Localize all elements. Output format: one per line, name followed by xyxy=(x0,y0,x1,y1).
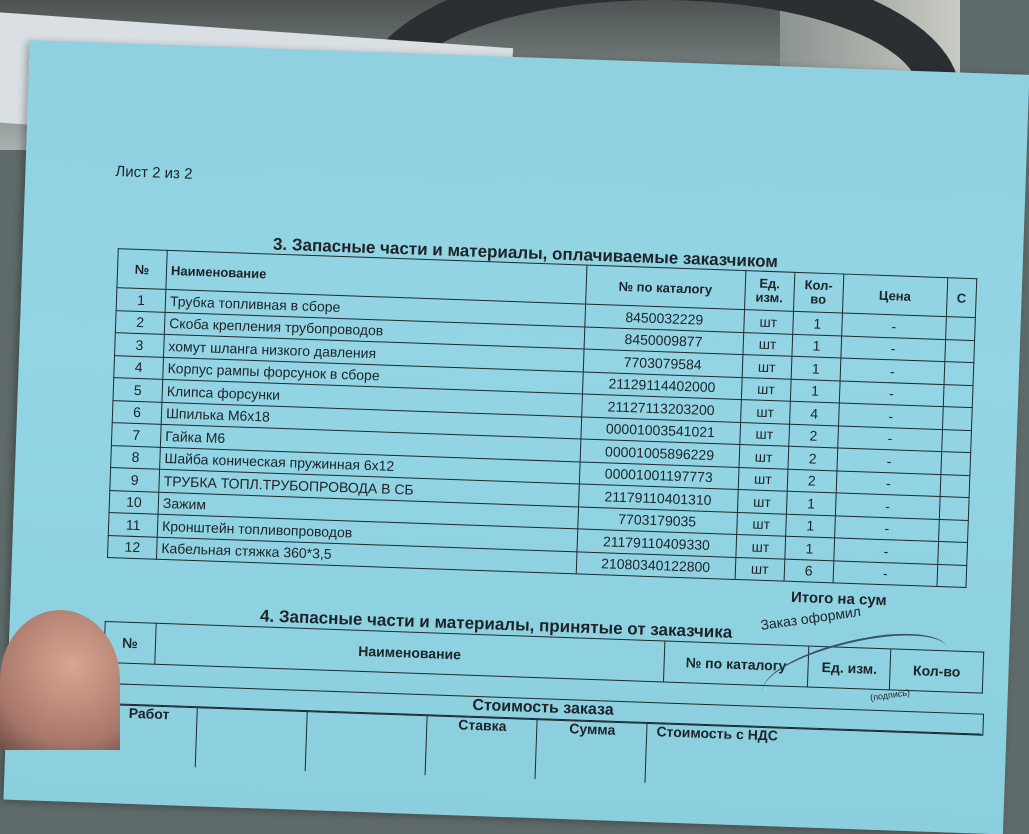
cell-name: Кронштейн топливопроводов xyxy=(157,514,577,551)
cell-price: - xyxy=(841,313,946,339)
cell-catalog: 00001005896229 xyxy=(580,439,740,467)
header-catalog: № по каталогу xyxy=(585,265,745,310)
cell-price: - xyxy=(840,358,945,384)
cell-qty: 1 xyxy=(790,379,840,403)
total-label: Итого на сум xyxy=(790,588,887,610)
r-header-num: № xyxy=(104,621,156,664)
thumb xyxy=(0,610,120,750)
cell-num: 2 xyxy=(115,310,165,334)
cell-num: 7 xyxy=(111,423,161,447)
header-price: Цена xyxy=(842,274,947,317)
cell-num: 3 xyxy=(115,333,165,357)
cost-col-0: Работ xyxy=(128,704,170,723)
cell-unit: шт xyxy=(742,355,792,379)
cell-sum xyxy=(937,564,967,588)
cell-unit: шт xyxy=(743,310,793,334)
cell-num: 6 xyxy=(112,400,162,424)
cell-qty: 2 xyxy=(787,469,837,493)
cell-catalog: 21080340122800 xyxy=(576,551,736,579)
document-page xyxy=(3,40,1029,834)
cell-catalog: 21179110409330 xyxy=(577,529,737,557)
cell-num: 11 xyxy=(108,513,158,537)
cell-name: Трубка топливная в сборе xyxy=(165,289,585,326)
cell-qty: 1 xyxy=(786,491,836,515)
cell-catalog: 7703079584 xyxy=(583,349,743,377)
cell-sum xyxy=(938,542,968,566)
cell-unit: шт xyxy=(739,445,789,469)
cell-unit: шт xyxy=(737,489,787,513)
cell-qty: 4 xyxy=(789,401,839,425)
cell-name: Гайка М6 xyxy=(160,424,580,461)
r-header-catalog: № по каталогу xyxy=(663,641,809,687)
cell-catalog: 21129114402000 xyxy=(582,371,742,399)
cell-name: хомут шланга низкого давления xyxy=(164,334,584,371)
cell-unit: шт xyxy=(740,400,790,424)
cell-price: - xyxy=(838,403,943,429)
cell-name: Зажим xyxy=(158,492,578,529)
cell-name: Шпилька М6х18 xyxy=(161,402,581,439)
cell-catalog: 00001003541021 xyxy=(580,416,740,444)
cell-price: - xyxy=(838,425,943,451)
cell-name: Скоба крепления трубопроводов xyxy=(164,312,584,349)
cell-name: Корпус рампы форсунок в сборе xyxy=(163,357,583,394)
cell-qty: 1 xyxy=(785,536,835,560)
cell-qty: 1 xyxy=(792,311,842,335)
cell-num: 4 xyxy=(114,355,164,379)
cell-qty: 1 xyxy=(791,356,841,380)
cell-unit: шт xyxy=(740,422,790,446)
header-num: № xyxy=(117,249,167,290)
cost-title: Стоимость заказа xyxy=(102,683,984,736)
cell-qty: 6 xyxy=(784,559,834,583)
cell-sum xyxy=(944,362,974,386)
cell-sum xyxy=(942,407,972,431)
cell-num: 1 xyxy=(116,288,166,312)
cell-qty: 1 xyxy=(792,334,842,358)
cost-col-1 xyxy=(195,707,308,771)
cell-qty: 2 xyxy=(789,424,839,448)
cell-num: 12 xyxy=(107,535,157,559)
cell-sum xyxy=(941,452,971,476)
cell-sum xyxy=(945,339,975,363)
cell-qty: 1 xyxy=(785,514,835,538)
cell-name: Клипса форсунки xyxy=(162,379,582,416)
cell-price: - xyxy=(841,336,946,362)
cell-sum xyxy=(940,474,970,498)
cell-name: Шайба коническая пружинная 6х12 xyxy=(160,447,580,484)
cell-num: 8 xyxy=(111,445,161,469)
cell-unit: шт xyxy=(743,332,793,356)
section4-title: 4. Запасные части и материалы, принятые от заказчика xyxy=(259,606,733,642)
cell-sum xyxy=(938,519,968,543)
cell-num: 9 xyxy=(110,468,160,492)
cell-unit: шт xyxy=(738,467,788,491)
cell-catalog: 8450032229 xyxy=(584,304,744,332)
cost-col-2 xyxy=(305,711,428,775)
cell-price: - xyxy=(834,515,939,541)
cell-sum xyxy=(943,384,973,408)
cell-sum xyxy=(946,317,976,341)
cell-price: - xyxy=(835,493,940,519)
cell-num: 5 xyxy=(113,378,163,402)
cell-unit: шт xyxy=(741,377,791,401)
cell-unit: шт xyxy=(736,512,786,536)
cell-name: ТРУБКА ТОПЛ.ТРУБОПРОВОДА В СБ xyxy=(159,469,579,506)
header-unit: Ед. изм. xyxy=(744,271,794,312)
cell-name: Кабельная стяжка 360*3,5 xyxy=(157,537,577,574)
header-qty: Кол-во xyxy=(793,272,843,313)
header-name: Наименование xyxy=(166,250,587,304)
cell-price: - xyxy=(836,470,941,496)
cell-catalog: 21179110401310 xyxy=(578,484,738,512)
signature-hint: (подпись) xyxy=(869,687,911,703)
parts-table xyxy=(107,248,977,588)
r-header-unit: Ед. изм. xyxy=(808,646,892,690)
cell-catalog: 00001001197773 xyxy=(579,461,739,489)
cell-unit: шт xyxy=(736,534,786,558)
cell-catalog: 8450009877 xyxy=(584,327,744,355)
cell-sum xyxy=(939,497,969,521)
header-sum: С xyxy=(946,278,976,318)
cost-col-4: Сумма xyxy=(535,719,648,783)
cell-price: - xyxy=(839,380,944,406)
cell-num: 10 xyxy=(109,490,159,514)
cell-catalog: 21127113203200 xyxy=(581,394,741,422)
cell-price: - xyxy=(833,560,938,586)
cell-unit: шт xyxy=(735,557,785,581)
cell-catalog: 7703179035 xyxy=(577,506,737,534)
cell-price: - xyxy=(834,538,939,564)
sheet-label: Лист 2 из 2 xyxy=(115,163,193,183)
cost-col-5: Стоимость с НДС xyxy=(644,723,787,788)
order-signed-label: Заказ оформил xyxy=(759,603,862,633)
cell-qty: 2 xyxy=(788,446,838,470)
r-header-name: Наименование xyxy=(155,623,665,682)
cost-col-3: Ставка xyxy=(425,715,538,779)
cell-sum xyxy=(942,429,972,453)
r-header-qty: Кол-во xyxy=(890,649,984,693)
section3-title: 3. Запасные части и материалы, оплачиваемые заказчиком xyxy=(272,234,779,272)
cell-price: - xyxy=(837,448,942,474)
